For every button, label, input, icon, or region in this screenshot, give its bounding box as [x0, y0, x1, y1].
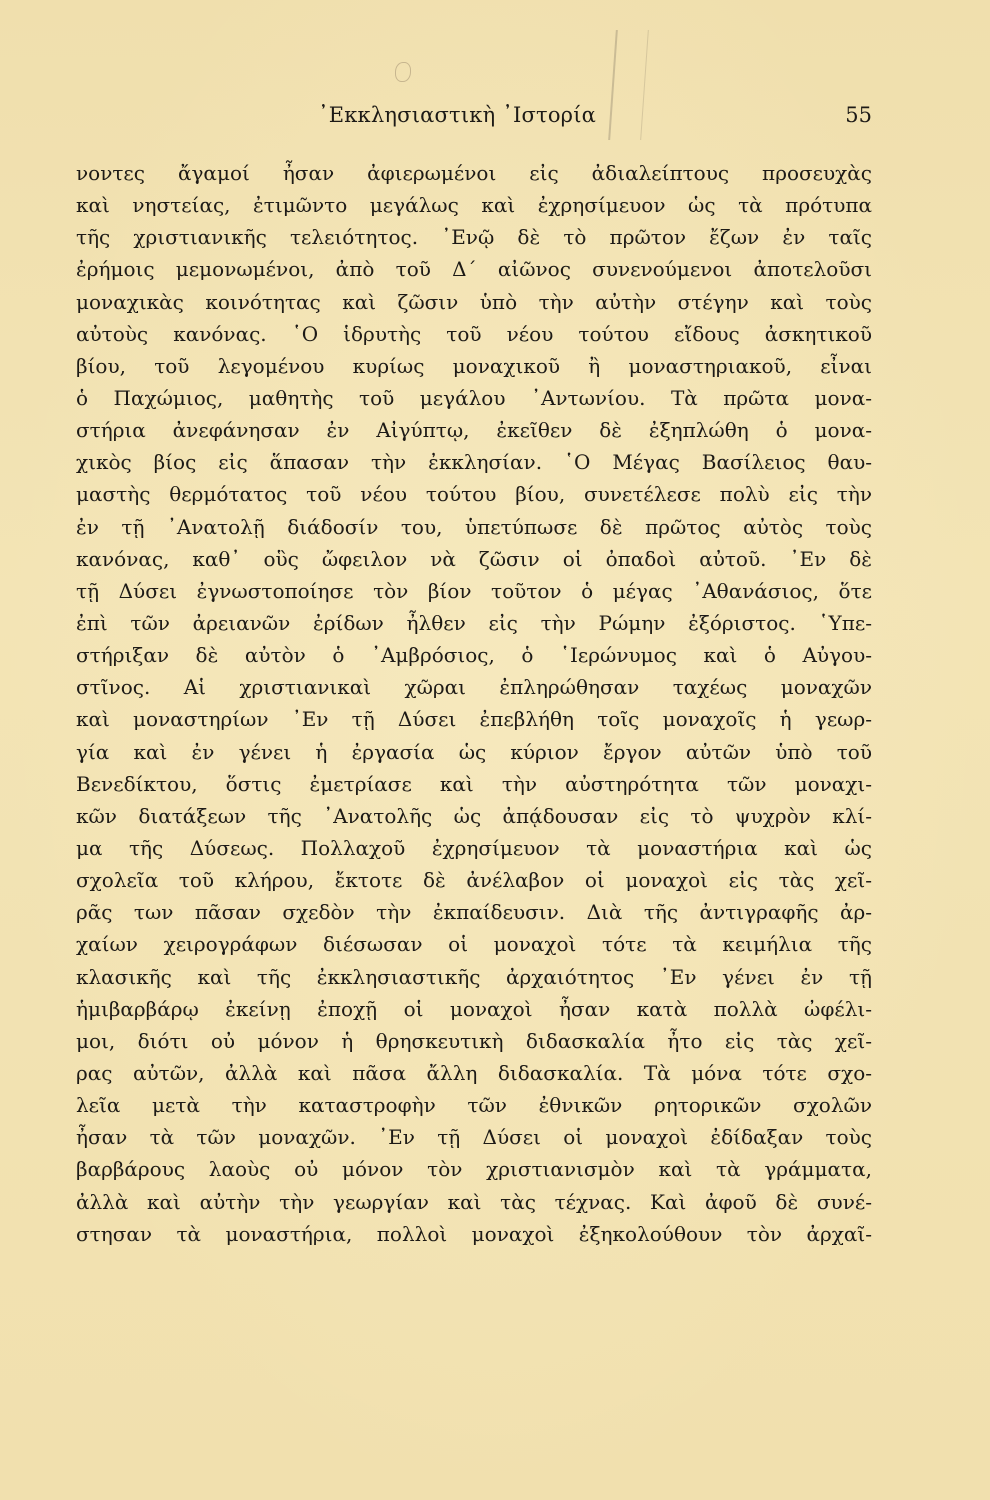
running-title: ᾿Εκκλησιαστικὴ ᾿Ιστορία	[318, 103, 597, 127]
text-line: στησαν τὰ μοναστήρια, πολλοὶ μοναχοὶ ἐξηκολούθουν τὸν ἀρχαῖ-	[76, 1221, 872, 1246]
paper-stain	[395, 62, 411, 82]
text-line: κῶν διατάξεων τῆς ᾿Ανατολῆς ὡς ἀπᾴδουσαν εἰς τὸ ψυχρὸν κλί-	[76, 803, 872, 828]
text-line: στῖνος. Αἱ χριστιανικαὶ χῶραι ἐπληρώθησαν ταχέως μοναχῶν	[76, 675, 872, 700]
text-line: αὐτοὺς κανόνας. ῾Ο ἱδρυτὴς τοῦ νέου τούτου εἴδους ἀσκητικοῦ	[76, 321, 872, 346]
text-line: μοναχικὰς κοινότητας καὶ ζῶσιν ὑπὸ τὴν αὐτὴν στέγην καὶ τοὺς	[76, 289, 872, 314]
text-line: χικὸς βίος εἰς ἅπασαν τὴν ἐκκλησίαν. ῾Ο Μέγας Βασίλειος θαυ-	[76, 450, 872, 475]
text-line: ἐπὶ τῶν ἀρειανῶν ἐρίδων ἦλθεν εἰς τὴν Ρώμην ἐξόριστος. ῾Υπε-	[76, 610, 872, 635]
text-line: τῆς χριστιανικῆς τελειότητος. ᾿Ενῷ δὲ τὸ πρῶτον ἔζων ἐν ταῖς	[76, 225, 872, 250]
text-line: μα τῆς Δύσεως. Πολλαχοῦ ἐχρησίμευον τὰ μοναστήρια καὶ ὡς	[76, 835, 872, 860]
page-number: 55	[845, 103, 872, 127]
text-line: χαίων χειρογράφων διέσωσαν οἱ μοναχοὶ τότε τὰ κειμήλια τῆς	[76, 932, 872, 957]
text-line: ἡμιβαρβάρῳ ἐκείνῃ ἐποχῇ οἱ μοναχοὶ ἦσαν κατὰ πολλὰ ὠφέλι-	[76, 996, 872, 1021]
text-line: βίου, τοῦ λεγομένου κυρίως μοναχικοῦ ἢ μοναστηριακοῦ, εἶναι	[76, 353, 872, 378]
body-text	[76, 157, 872, 1250]
text-line: στήρια ἀνεφάνησαν ἐν Αἰγύπτῳ, ἐκεῖθεν δὲ ἐξηπλώθη ὁ μονα-	[76, 418, 872, 443]
text-line: καὶ νηστείας, ἐτιμῶντο μεγάλως καὶ ἐχρησίμευον ὡς τὰ πρότυπα	[76, 193, 872, 218]
text-line: τῇ Δύσει ἐγνωστοποίησε τὸν βίον τοῦτον ὁ μέγας ᾿Αθανάσιος, ὅτε	[76, 578, 872, 603]
text-line: μοι, διότι οὐ μόνον ἡ θρησκευτικὴ διδασκαλία ἦτο εἰς τὰς χεῖ-	[76, 1028, 872, 1053]
text-line: λεῖα μετὰ τὴν καταστροφὴν τῶν ἐθνικῶν ρητορικῶν σχολῶν	[76, 1093, 872, 1118]
text-line: βαρβάρους λαοὺς οὐ μόνον τὸν χριστιανισμὸν καὶ τὰ γράμματα,	[76, 1157, 872, 1182]
text-line: νοντες ἄγαμοί ἦσαν ἀφιερωμένοι εἰς ἀδιαλείπτους προσευχὰς	[76, 161, 872, 185]
text-line: ἐν τῇ ᾿Ανατολῇ διάδοσίν του, ὑπετύπωσε δὲ πρῶτος αὐτὸς τοὺς	[76, 514, 872, 539]
text-line: ἦσαν τὰ τῶν μοναχῶν. ᾿Εν τῇ Δύσει οἱ μοναχοὶ ἐδίδαξαν τοὺς	[76, 1125, 872, 1150]
text-line: ὁ Παχώμιος, μαθητὴς τοῦ μεγάλου ᾿Αντωνίου. Τὰ πρῶτα μονα-	[76, 385, 872, 410]
text-line: σχολεῖα τοῦ κλήρου, ἔκτοτε δὲ ἀνέλαβον οἱ μοναχοὶ εἰς τὰς χεῖ-	[76, 868, 872, 893]
text-line: μαστὴς θερμότατος τοῦ νέου τούτου βίου, συνετέλεσε πολὺ εἰς τὴν	[76, 482, 872, 507]
text-line: καὶ μοναστηρίων ᾿Εν τῇ Δύσει ἐπεβλήθη τοῖς μοναχοῖς ἡ γεωρ-	[76, 707, 872, 732]
text-line: ρᾶς των πᾶσαν σχεδὸν τὴν ἐκπαίδευσιν. Διὰ τῆς ἀντιγραφῆς ἀρ-	[76, 900, 872, 925]
text-line: κανόνας, καθ᾿ οὓς ὤφειλον νὰ ζῶσιν οἱ ὀπαδοὶ αὐτοῦ. ᾿Εν δὲ	[76, 546, 872, 571]
text-line: Βενεδίκτου, ὅστις ἐμετρίασε καὶ τὴν αὐστηρότητα τῶν μοναχι-	[76, 771, 872, 796]
text-line: ἀλλὰ καὶ αὐτὴν τὴν γεωργίαν καὶ τὰς τέχνας. Καὶ ἀφοῦ δὲ συνέ-	[76, 1189, 872, 1214]
text-line: γία καὶ ἐν γένει ἡ ἐργασία ὡς κύριον ἔργον αὐτῶν ὑπὸ τοῦ	[76, 739, 872, 764]
page-header	[0, 103, 990, 133]
text-line: ἐρήμοις μεμονωμένοι, ἀπὸ τοῦ Δ΄ αἰῶνος συνενούμενοι ἀποτελοῦσι	[76, 257, 872, 282]
text-line: στήριξαν δὲ αὐτὸν ὁ ᾿Αμβρόσιος, ὁ ῾Ιερώνυμος καὶ ὁ Αὐγου-	[76, 643, 872, 668]
text-line: κλασικῆς καὶ τῆς ἐκκλησιαστικῆς ἀρχαιότητος ᾿Εν γένει ἐν τῇ	[76, 964, 872, 989]
text-line: ρας αὐτῶν, ἀλλὰ καὶ πᾶσα ἄλλη διδασκαλία. Τὰ μόνα τότε σχο-	[76, 1060, 872, 1085]
